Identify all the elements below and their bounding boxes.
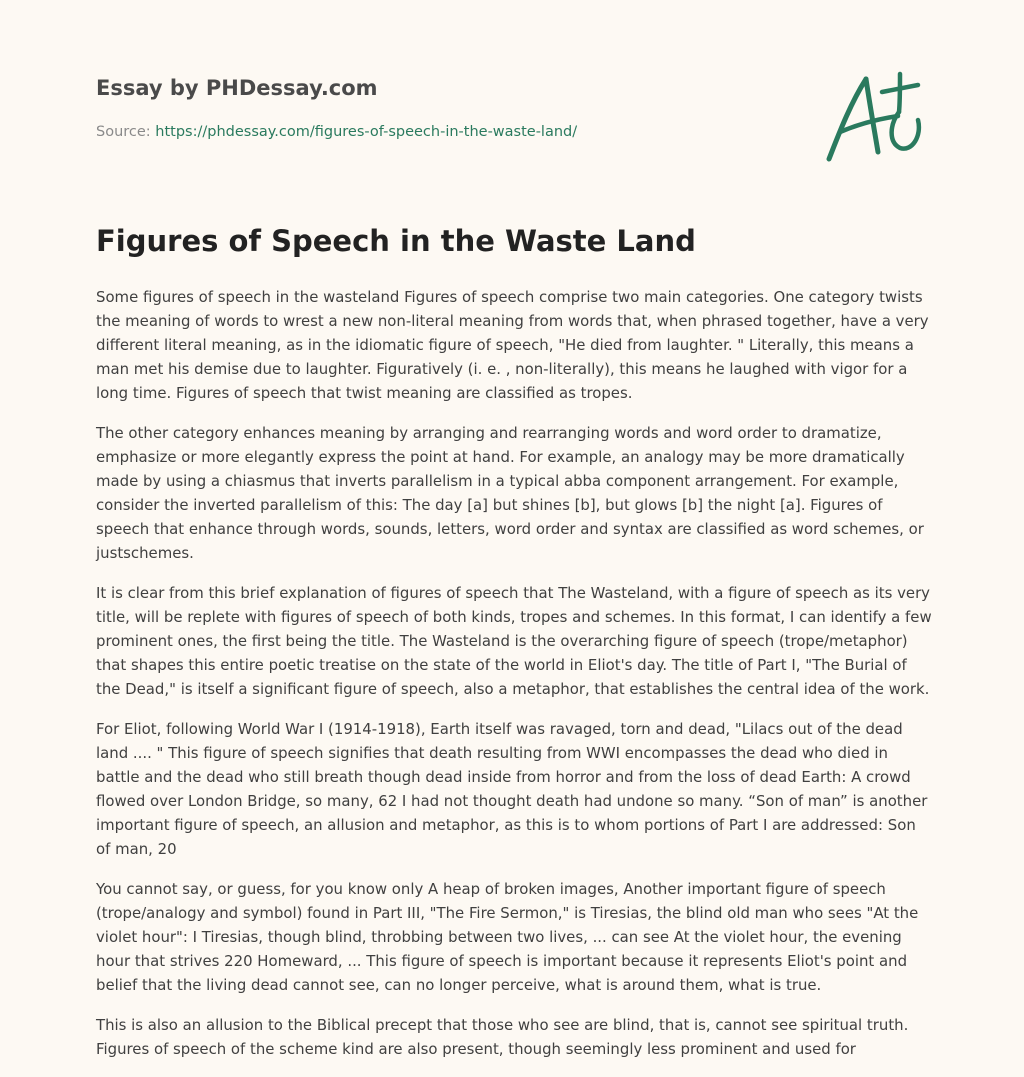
source-line bbox=[96, 124, 577, 140]
essay-body bbox=[96, 285, 932, 1077]
source-link[interactable]: https://phdessay.com/figures-of-speech-in-the-waste-land/ bbox=[155, 124, 578, 140]
site-brand: Essay by PHDessay.com bbox=[96, 76, 378, 100]
essay-title: Figures of Speech in the Waste Land bbox=[96, 224, 696, 258]
essay-paragraph: It is clear from this brief explanation of figures of speech that The Wasteland, with a figure of speech as its very title, will be replete with figures of speech of both kinds, tropes and schemes. In this format, I can identify a few prominent ones, the first being the title. The Wasteland is the overarching figure of speech (trope/metaphor) that shapes this entire poetic treatise on the state of the world in Eliot's day. The title of Part I, "The Burial of the Dead," is itself a significant figure of speech, also a metaphor, that establishes the central idea of the work. bbox=[96, 584, 932, 698]
essay-paragraph: Some figures of speech in the wasteland Figures of speech comprise two main categories. One category twists the meaning of words to wrest a new non-literal meaning from words that, when phrased together, have a very different literal meaning, as in the idiomatic figure of speech, "He died from laughter. " Literally, this means a man met his demise due to laughter. Figuratively (i. e. , non-literally), this means he laughed with vigor for a long time. Figures of speech that twist meaning are classified as tropes. bbox=[96, 288, 929, 402]
a-plus-logo-icon bbox=[820, 66, 928, 166]
essay-paragraph: This is also an allusion to the Biblical precept that those who see are blind, that is, cannot see spiritual truth. Figures of speech of the scheme kind are also present, though seemingly less prominent and used for bbox=[96, 1016, 909, 1058]
essay-paragraph: For Eliot, following World War I (1914-1918), Earth itself was ravaged, torn and dead, "Lilacs out of the dead land .... " This figure of speech signifies that death resulting from WWI encompasses the dead who died in battle and the dead who still breath though dead inside from horror and from the loss of dead Earth: A crowd flowed over London Bridge, so many, 62 I had not thought death had undone so many. “Son of man” is another important figure of speech, an allusion and metaphor, as this is to whom portions of Part I are addressed: Son of man, 20 bbox=[96, 720, 928, 858]
source-label: Source: bbox=[96, 124, 156, 140]
essay-paragraph: You cannot say, or guess, for you know only A heap of broken images, Another important figure of speech (trope/analogy and symbol) found in Part III, "The Fire Sermon," is Tiresias, the blind old man who sees "At the violet hour": I Tiresias, though blind, throbbing between two lives, ... can see At the violet hour, the evening hour that strives 220 Homeward, ... This figure of speech is important because it represents Eliot's point and belief that the living dead cannot see, can no longer perceive, what is around them, what is true. bbox=[96, 880, 919, 994]
essay-paragraph: The other category enhances meaning by arranging and rearranging words and word order to dramatize, emphasize or more elegantly express the point at hand. For example, an analogy may be more dramatically made by using a chiasmus that inverts parallelism in a typical abba component arrangement. For example, consider the inverted parallelism of this: The day [a] but shines [b], but glows [b] the night [a]. Figures of speech that enhance through words, sounds, letters, word order and syntax are classified as word schemes, or justschemes. bbox=[96, 424, 924, 562]
